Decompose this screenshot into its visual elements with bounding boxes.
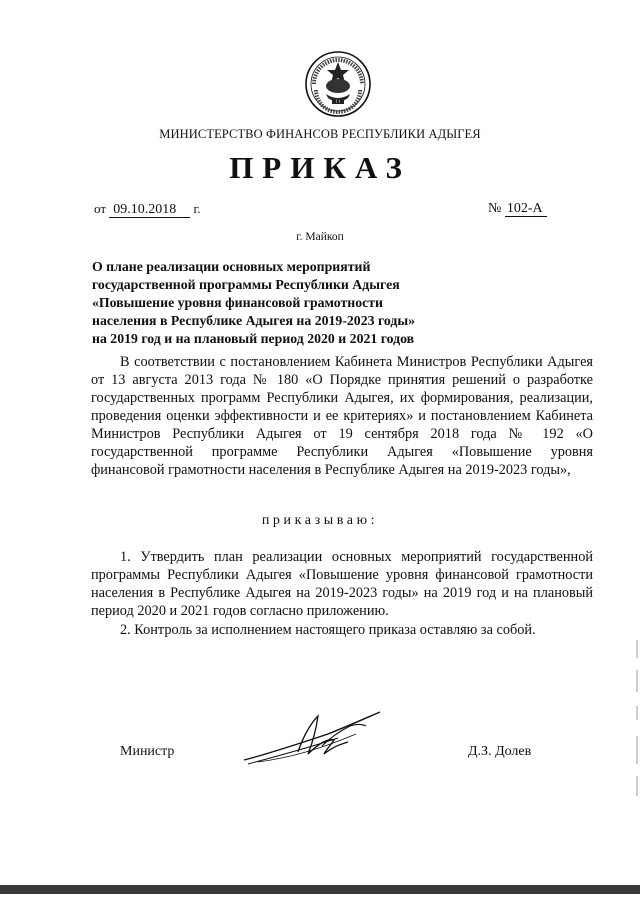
subject-line: государственной программы Республики Адыгея — [92, 277, 400, 292]
coat-of-arms-icon — [304, 50, 372, 118]
scan-edge-marks — [632, 640, 640, 800]
subject-line: О плане реализации основных мероприятий — [92, 259, 371, 274]
subject-line: населения в Республике Адыгея на 2019-2023 годы» — [92, 313, 416, 328]
date-prefix: от — [94, 201, 107, 216]
order-date-line — [94, 201, 201, 218]
signatory-name: Д.З. Долев — [468, 744, 532, 759]
order-subject — [92, 258, 472, 348]
signatory-title: Министр — [120, 744, 175, 759]
preamble-paragraph: В соответствии с постановлением Кабинета Министров Республики Адыгея от 13 августа 2013 года № 180 «О Порядке принятия решений о разработке государственных программ Республики Адыгея, их формирования, реализации, проведения оценки эффективности и ее критериях» и постановлением Кабинета Министров Республики Адыгея от 19 сентября 2018 года № 192 «О государственной программе Республики Адыгея «Повышение уровня финансовой грамотности населения в Республике Адыгея на 2019-2023 годы», — [91, 354, 593, 478]
date-suffix: г. — [193, 201, 201, 216]
subject-line: «Повышение уровня финансовой грамотности — [92, 295, 383, 310]
document-title: ПРИКАЗ — [229, 150, 411, 185]
subject-line: на 2019 год и на плановый период 2020 и 2021 годов — [92, 331, 415, 346]
order-date: 09.10.2018 — [109, 202, 190, 218]
orders-word: приказываю: — [261, 513, 379, 528]
city: г. Майкоп — [296, 231, 344, 243]
ministry-name: МИНИСТЕРСТВО ФИНАНСОВ РЕСПУБЛИКИ АДЫГЕЯ — [159, 127, 481, 141]
svg-text:I I: I I — [336, 99, 340, 104]
number-prefix: № — [488, 201, 502, 216]
order-item: 2. Контроль за исполнением настоящего приказа оставляю за собой. — [120, 622, 536, 638]
order-number-line — [488, 201, 547, 217]
order-item: 1. Утвердить план реализации основных мероприятий государственной программы Республики Адыгея «Повышение уровня финансовой грамотности населения в Республике Адыгея на 2019-2023 годы» на 2019 год и на плановый период 2020 и 2021 годов согласно приложению. — [91, 549, 593, 619]
scan-bottom-edge — [0, 885, 640, 894]
handwritten-signature-icon — [238, 704, 386, 770]
order-number: 102-А — [505, 201, 547, 217]
